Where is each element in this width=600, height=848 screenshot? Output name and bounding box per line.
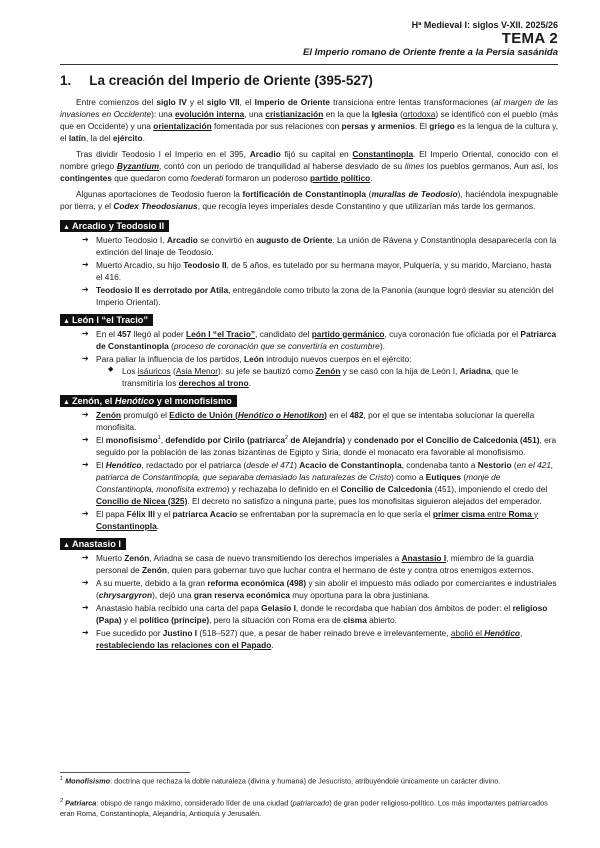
- subsection-zenon: ▲ Zenón, el Henótico y el monofisismo: [60, 395, 237, 407]
- arrow-right-icon: ➔: [82, 552, 89, 562]
- arrow-right-icon: ➔: [82, 577, 89, 587]
- page-header: [60, 20, 558, 59]
- document-page: [60, 20, 558, 653]
- arrow-right-icon: ➔: [82, 627, 89, 637]
- list-item: ➔ En el 457 llegó al poder León I “el Tracio”, candidato del partido germánico, cuya coronación fue oficiada por el Patriarca de Constantinopla (proceso de coronación que se convertiría en costumbre).: [82, 328, 557, 351]
- arrow-right-icon: ➔: [82, 459, 89, 469]
- list-item: ➔ Fue sucedido por Justino I (518–527) que, a pesar de haber reinado breve e irrelevantemente, abolió el Henótico, restableciendo las relaciones con el Papado.: [82, 627, 523, 650]
- footnote-2: $^2$ Patriarca: obispo de rango máximo, considerado líder de una ciudad (patriarcado) de gran poder religioso-político. Los más importantes patriarcados eran Roma, Constantinopla, Alejandría, Antioquía y Jerusalén.: [60, 798, 548, 818]
- footnote-divider: [60, 772, 190, 773]
- arrow-right-icon: ➔: [82, 284, 89, 294]
- triangle-up-icon: ▲: [63, 223, 70, 231]
- section-number: 1.: [60, 72, 72, 88]
- arrow-right-icon: ➔: [82, 434, 89, 444]
- arcadio-list: [60, 234, 558, 308]
- footnote-1: $^1$ Monofisismo: doctrina que rechaza la doble naturaleza (divina y humana) de Jesucristo, atribuyéndole únicamente un carácter divino.: [60, 776, 501, 786]
- leon-sublist: [96, 365, 558, 389]
- leon-list: [60, 328, 558, 389]
- diamond-icon: ◆: [108, 365, 114, 373]
- course-title: Hª Medieval I: siglos V-XII. 2025/26: [411, 20, 558, 30]
- arrow-right-icon: ➔: [82, 353, 89, 363]
- arrow-right-icon: ➔: [82, 409, 89, 419]
- arrow-right-icon: ➔: [82, 602, 89, 612]
- intro-paragraph-1: Entre comienzos del siglo IV y el siglo VII, el Imperio de Oriente transiciona entre lentas transformaciones (al margen de las invasiones en Occidente): una evolución interna, una cristianización en la que la Iglesia (ortodoxa) se identificó con el pueblo (más que en Occidente) y una orientalización fomentada por sus relaciones con persas y armenios. El griego es la lengua de la cultura y, el latín, la del ejército.: [60, 96, 559, 143]
- tema-title: TEMA 2: [501, 30, 558, 48]
- arrow-right-icon: ➔: [82, 259, 89, 269]
- list-item: ➔ Anastasio había recibido una carta del papa Gelasio I, donde le recordaba que habían dos ámbitos de poder: el religioso (Papa) y el político (príncipe), pero la situación con Roma era de cisma abierto.: [82, 602, 548, 625]
- list-item: ➔ El monofisismo$^1$, defendido por Cirilo (patriarca$^2$ de Alejandría) y condenado por el Concilio de Calcedonia (451), era seguido por la población de las zonas bizantinas de Egipto y Siria, donde el monacato era favorable al monofisismo.: [82, 434, 557, 457]
- header-divider: [60, 64, 558, 65]
- section-title: La creación del Imperio de Oriente (395-527): [89, 72, 373, 88]
- subsection-anastasio: ▲ Anastasio I: [60, 538, 126, 550]
- list-item: ➔ Muerto Zenón, Ariadna se casa de nuevo transmitiendo los derechos imperiales a Anastasio I, miembro de la guardia personal de Zenón, quien para gobernar tuvo que luchar contra el hermano de éste y contra otros enemigos externos.: [82, 552, 534, 575]
- list-item: ➔ Teodosio II es derrotado por Atila, entregándole como tributo la zona de la Panonia (aunque logró desviar su atención del Imperio Oriental).: [82, 284, 554, 307]
- list-item: ➔ Muerto Arcadio, su hijo Teodosio II, de 5 años, es tutelado por su hermana mayor, Pulquería, y su marido, Marciano, hasta el 416.: [82, 259, 552, 282]
- list-item: ➔ Muerto Teodosio I, Arcadio se convirtió en augusto de Oriente. La unión de Rávena y Constantinopla desaparecería con la extinción del linaje de Teodosio.: [82, 234, 557, 257]
- triangle-up-icon: ▲: [63, 317, 70, 325]
- intro-paragraph-3: Algunas aportaciones de Teodosio fueron la fortificación de Constantinopla (murallas de Teodosio), haciéndola inexpugnable por tierra, y el Codex Theodosianus, que recogía leyes imperiales desde Constantino y que utilizarían más tarde los germanos.: [60, 188, 559, 211]
- arrow-right-icon: ➔: [82, 508, 89, 518]
- arrow-right-icon: ➔: [82, 234, 89, 244]
- list-item: ◆ Los isáuricos (Asia Menor): su jefe se bautizó como Zenón y se casó con la hija de León I, Ariadna, que le transmitiría los derechos al trono.: [108, 365, 519, 388]
- triangle-up-icon: ▲: [63, 541, 70, 549]
- subsection-leon: ▲ León I “el Tracio”: [60, 314, 153, 326]
- arrow-right-icon: ➔: [82, 328, 89, 338]
- intro-paragraph-2: Tras dividir Teodosio I el Imperio en el 395, Arcadio fijó su capital en Constantinopla. El Imperio Oriental, conocido con el nombre griego Byzantium, contó con un periodo de tranquilidad al haberse desviado de su limes los pueblos germanos. Aun así, los contingentes que quedaron como foederati formaron un poderoso partido político.: [60, 148, 558, 183]
- list-item: ➔ A su muerte, debido a la gran reforma económica (498) y sin abolir el impuesto más odiado por comerciantes e industriales (chrysargyron), dejó una gran reserva económica muy oportuna para la obra justiniana.: [82, 577, 557, 600]
- list-item: ➔ El Henótico, redactado por el patriarca (desde el 471) Acacio de Constantinopla, condenaba tanto a Nestorio (en el 421, patriarca de Constantinopla, que separaba demasiado las naturalezas de Cristo) como a Eutiques (monje de Constantinopla, monofisita extremo) y rechazaba lo definido en el Concilio de Calcedonia (451), imponiendo el credo del Concilio de Nicea (325). El decreto no satisfizo a ninguna parte, pues los monofisitas siguieron alejados del emperador.: [82, 459, 554, 506]
- triangle-up-icon: ▲: [63, 398, 70, 406]
- list-item: ➔ Zenón promulgó el Edicto de Unión (Henótico o Henotikon) en el 482, por el que se intentaba solucionar la querella monofisita.: [82, 409, 535, 432]
- anastasio-list: [60, 552, 558, 651]
- zenon-list: [60, 409, 558, 532]
- tema-subtitle: El Imperio romano de Oriente frente a la Persia sasánida: [302, 46, 558, 58]
- subsection-arcadio: ▲ Arcadio y Teodosio II: [60, 220, 169, 232]
- list-item: ➔ Para paliar la influencia de los partidos, León introdujo nuevos cuerpos en el ejército: ◆ Los isáuricos (Asia Menor): su jefe se bautizó como Zenón y se casó con la hija de León I, Ariadna, que le transmitiría los derechos al trono.: [82, 353, 558, 389]
- section-heading: [60, 73, 558, 88]
- list-item: ➔ El papa Félix III y el patriarca Acacio se enfrentaban por la supremacía en lo que sería el primer cisma entre Roma y Constantinopla.: [82, 508, 539, 531]
